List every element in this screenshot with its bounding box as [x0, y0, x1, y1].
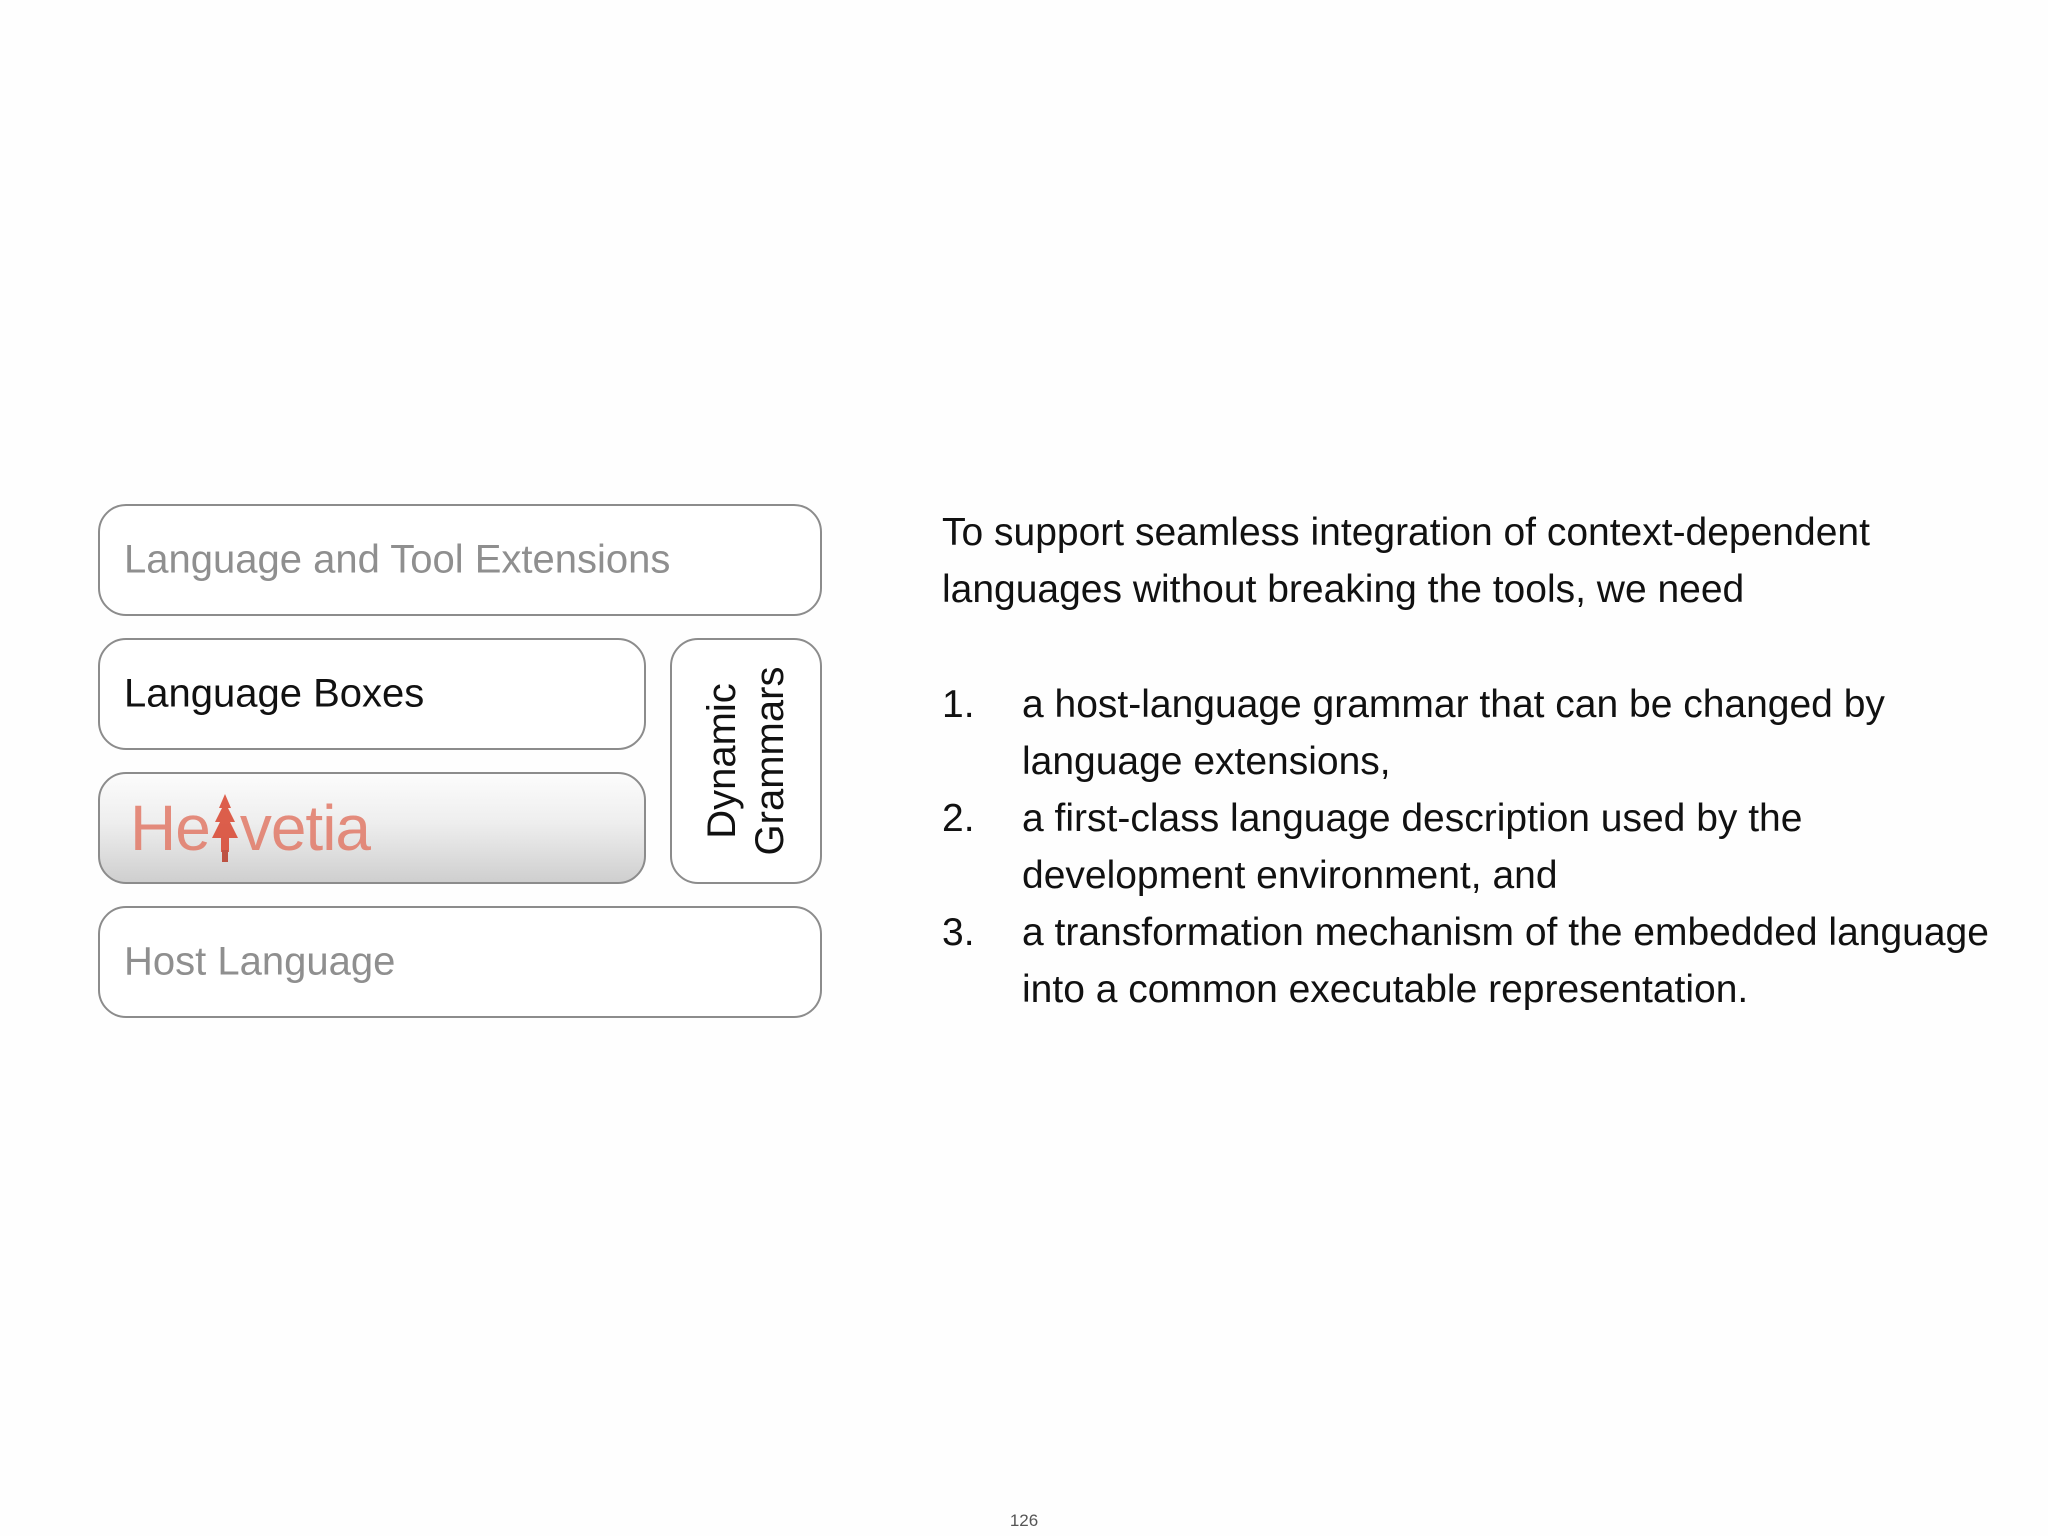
list-item-text: a first-class language description used by the development environment, and [1022, 797, 1803, 897]
list-item-text: a host-language grammar that can be changed by language extensions, [1022, 683, 1885, 783]
language-boxes-label: Language Boxes [124, 671, 425, 716]
requirements-text [942, 504, 2002, 1018]
dynamic-label-line1: Dynamic [700, 683, 744, 839]
language-tool-extensions-label: Language and Tool Extensions [124, 537, 671, 582]
page-number: 126 [1009, 1511, 1039, 1530]
tree-icon [210, 792, 240, 864]
list-item-number: 1. [942, 683, 975, 726]
helvetia-logo: He vetia [130, 792, 370, 864]
language-boxes-box [98, 638, 646, 750]
list-item [942, 676, 2002, 790]
list-item-text: a transformation mechanism of the embedded language into a common executable representation. [1022, 911, 1989, 1011]
list-item-number: 3. [942, 911, 975, 954]
list-item-number: 2. [942, 797, 975, 840]
list-item [942, 904, 2002, 1018]
host-language-box [98, 906, 822, 1018]
intro-paragraph: To support seamless integration of context-dependent languages without breaking the tools, we need [942, 511, 1870, 611]
host-language-label: Host Language [124, 939, 396, 984]
dynamic-label-line2: Grammars [748, 666, 792, 856]
requirements-list [942, 676, 2002, 1018]
dynamic-grammars-label [698, 667, 794, 856]
language-tool-extensions-box [98, 504, 822, 616]
list-item [942, 790, 2002, 904]
dynamic-grammars-box [670, 638, 822, 884]
helvetia-box [98, 772, 646, 884]
